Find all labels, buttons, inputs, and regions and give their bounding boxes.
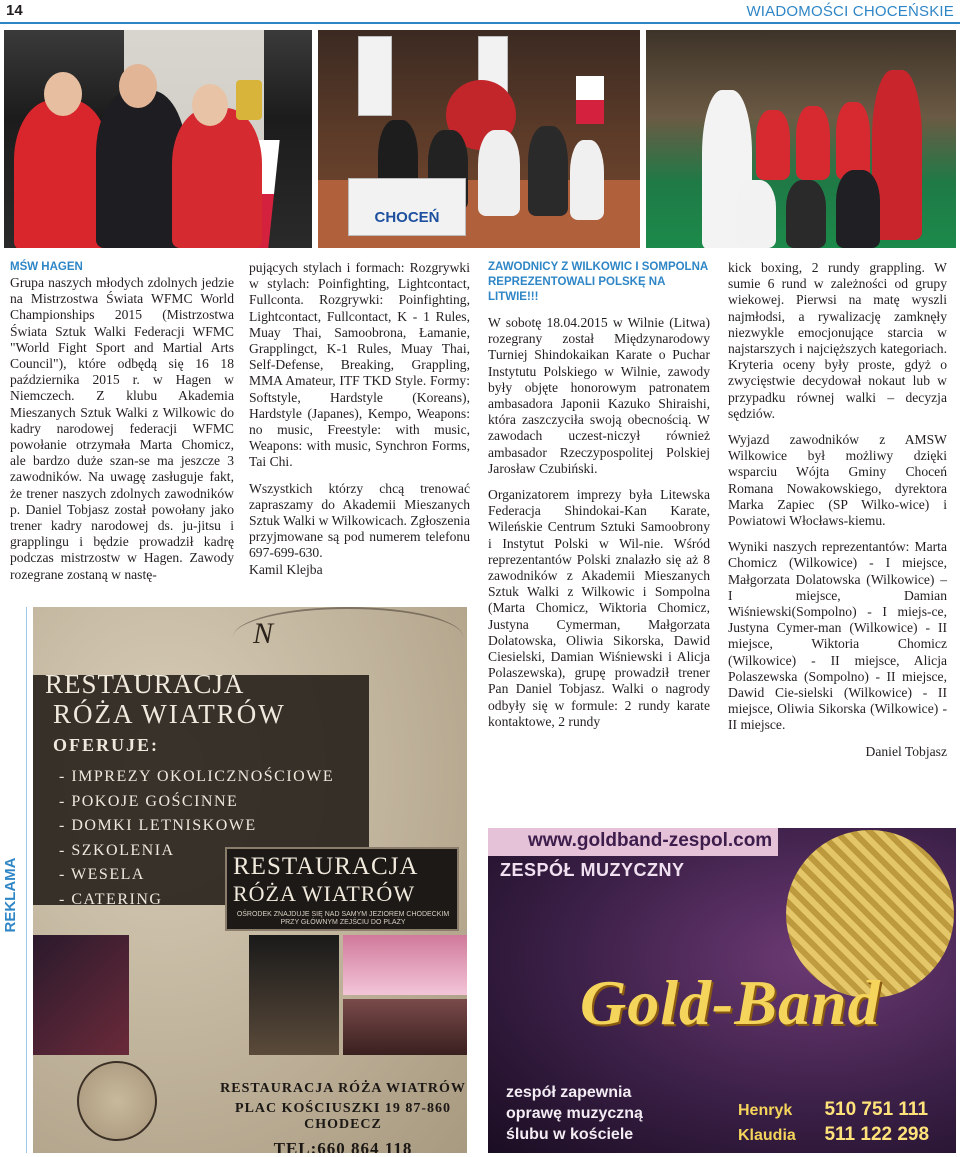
band-slogan	[506, 1082, 643, 1145]
website-url: www.goldband-zespol.com	[528, 830, 773, 851]
ad-gold-band	[488, 828, 956, 1153]
band-contacts	[738, 1098, 929, 1148]
slogan-line: zespół zapewnia	[506, 1084, 632, 1101]
person-figure	[570, 140, 604, 220]
article-paragraph: Organizatorem imprezy była Litewska Federacja Shindokai-Kan Karate, Wileńskie Centrum Sztuki Samoobrony i Instytut Polski w Wil-nie. Wśród reprezentantów Polski znalazło się aż 8 zawodników z Akademii Mieszanych Sztuk Walki z Wilkowic i Sompolna (Marta Chomicz, Wiktoria Chomicz, Justyna Cymerman, Małgorzata Dolatowska, Oliwia Sikorska, Dawid Ciesielski, Damian Wiśniewski i Alicja Polaszewska), grupę prowadził trener Pan Daniel Tobjasz. Walki o nagrody odbyły się w formule: 2 rundy karate kontaktowe, 2 rundy	[488, 487, 710, 729]
contact-address: PLAC KOŚCIUSZKI 19 87-860 CHODECZ	[235, 1101, 451, 1132]
restaurant-title-line2: RÓŻA WIATRÓW	[53, 699, 286, 729]
chocen-banner: CHOCEŃ	[348, 178, 466, 236]
article-paragraph: W sobotę 18.04.2015 w Wilnie (Litwa) rozegrany został Międzynarodowy Turniej Shindokaikan Karate o Puchar Instytutu Polskiego w Wilnie, zawody były objęte honorowym patronatem ambasadora Japonii Kazuko Shiraishi, która zaszczyciła swoją obecnością. W zawodach uczest-niczył również ambasador Rzeczypospolitej Polskiej Jarosław Czubiński.	[488, 315, 710, 476]
article-paragraph: kick boxing, 2 rundy grappling. W sumie 6 rund w zależności od grupy wiekowej. Pierwsi na matę wyszli najmłodsi, a rywalizację zamknęły niezwykle emocjonujące starcia w najstarszych i najcięższych kategoriach. Kryteria oceny były proste, gdyż o zwycięstwie decydował nokaut lub w przypadku równej walki – decyzja sędziów.	[728, 260, 947, 421]
person-figure	[478, 130, 520, 216]
article-hagen	[10, 260, 234, 593]
polish-flag	[576, 76, 604, 124]
interior-photo	[33, 935, 129, 1055]
athlete-figure	[736, 180, 776, 248]
restaurant-logo-box	[225, 847, 459, 931]
athlete-figure	[796, 106, 830, 180]
article-author: Daniel Tobjasz	[865, 743, 947, 759]
article-paragraph: Wyniki naszych reprezentantów: Marta Chomicz (Wilkowice) - I miejsce, Małgorzata Dolatowska (Wilkowice) – I miejsce, Damian Wiśniewski(Sompolno) - I miejs-ce, Justyna Cymer-man (Wilkowice) - II miejsce, Wiktoria Chomicz (Wilkowice) - II miejsce, Alicja Polaszewska (Sompolno) - II miejsce, Dawid Cie-sielski (Wilkowice) - II miejsce, Oliwia Sikorska (Wilkowice) - II miejsce.	[728, 539, 947, 733]
contact-row	[738, 1098, 929, 1123]
face	[44, 72, 82, 116]
athlete-figure	[836, 102, 870, 180]
article-paragraph: Grupa naszych młodych zdolnych jedzie na Mistrzostwa Świata WFMC World Championships 2015 (Mistrzostwa Świata Sztuk Walki Federacji WFMC "World Fight Sport and Martial Arts Council"), które odbędą się 16 18 października 2015 r. w Hagen w Niemczech. Z klubu Akademia Mieszanych Sztuk Walki z Wilkowic do kadry narodowej federacji WFMC powołanie otrzymała Marta Chomicz, ale bardzo duże szan-se ma jeszcze 3 zawodników. Na uwagę zasługuje fakt, że trener naszych zdolnych zawodników p. Daniel Tobjasz został powołany jako trener kadry narodowej ds. ju-jitsu i grapplingu i będzie prowadził kadrę podczas mistrzostw w Hagen. Zawody rozegrane zostaną w nastę-	[10, 275, 234, 582]
contact-name: RESTAURACJA RÓŻA WIATRÓW	[220, 1081, 466, 1096]
wedding-photo	[343, 999, 467, 1055]
slogan-line: oprawę muzyczną	[506, 1105, 643, 1122]
athlete-figure	[786, 180, 826, 248]
person-figure	[528, 126, 568, 216]
article-paragraph: Wyjazd zawodników z AMSW Wilkowice był możliwy dzięki wsparciu Wójta Gminy Choceń Romana Nowakowskiego, dyrektora Marka Zapiec (SP Wilko-wice) i Powiatowi Włocławs-kiemu.	[728, 432, 947, 529]
article-author: Kamil Klejba	[249, 561, 323, 577]
offer-item: - SZKOLENIA	[59, 841, 175, 859]
photo-tournament-hall	[646, 30, 956, 248]
website-strip	[488, 828, 778, 856]
offer-item: - DOMKI LETNISKOWE	[59, 817, 257, 834]
page-header	[0, 0, 960, 24]
contact-name: Henryk	[738, 1102, 793, 1119]
decor-sign	[53, 957, 123, 987]
page-number: 14	[6, 2, 23, 19]
hall-photo	[343, 935, 467, 995]
article-kicker: MŚW HAGEN	[10, 261, 83, 273]
header-rule	[0, 22, 960, 24]
band-subtitle: ZESPÓŁ MUZYCZNY	[500, 860, 685, 880]
compass-arc	[233, 607, 463, 667]
offer-item: - POKOJE GOŚCINNE	[59, 792, 239, 810]
contact-name: Klaudia	[738, 1127, 796, 1144]
trophy-icon	[236, 80, 262, 120]
article-kicker: ZAWODNICY Z WILKOWIC I SOMPOLNA REPREZENTOWALI POLSKĘ NA LITWIE!!!	[488, 261, 708, 303]
logo-line2: RÓŻA WIATRÓW	[233, 881, 416, 906]
restaurant-title-line1: RESTAURACJA	[45, 669, 245, 699]
article-paragraph: Wszystkich którzy chcą trenować zapraszamy do Akademii Mieszanych Sztuk Walki w Wilkowicach. Zgłoszenia przyjmowane są pod numerem telefonu 697-699-630.	[249, 480, 470, 561]
restaurant-contact	[219, 1081, 467, 1153]
compass-rose-icon	[77, 1061, 157, 1141]
face	[119, 64, 157, 108]
vertical-banner	[358, 36, 392, 116]
magazine-title: WIADOMOŚCI CHOCEŃSKIE	[746, 3, 954, 20]
contact-phone: 510 751 111	[824, 1099, 929, 1120]
photo-hagen-team	[4, 30, 312, 248]
logo-note: OŚRODEK ZNAJDUJE SIĘ NAD SAMYM JEZIOREM CHODECKIM PRZY GŁÓWNYM ZEJŚCIU DO PLAŻY	[236, 911, 450, 926]
article-paragraph: pujących stylach i formach: Rozgrywki w stylach: Poinfighting, Lightcontact, Fullconta. Rozgrywki: Poinfighting, Lightcontact, Fullcontact, K - 1 Rules, Muay Thai, Samoobrona, Łamanie, Grapplingct, K-1 Rules, Muay Thai, Self-Defense, Breaking, Grappling, MMA Amateur, ITF TKD Style. Formy: Softstyle, Hardstyle (Koreans), Hardstyle (Japanes), Kempo, Weapons: no music, Freestyle: with music, Weapons: with music, Synchron Forms, Tai Chi.	[249, 260, 470, 470]
face	[192, 84, 228, 126]
dining-photo	[249, 935, 339, 1055]
slogan-line: ślubu w kościele	[506, 1126, 634, 1143]
photo-vilnius-group	[318, 30, 640, 248]
article-vilnius	[488, 260, 710, 740]
logo-line1: RESTAURACJA	[233, 853, 419, 880]
ad-section-label: REKLAMA	[2, 857, 19, 933]
offer-item: - IMPREZY OKOLICZNOŚCIOWE	[59, 768, 335, 785]
offers-heading: OFERUJE:	[53, 735, 159, 755]
athlete-figure	[756, 110, 790, 180]
ad-section-rule	[26, 607, 27, 1153]
athlete-figure	[836, 170, 880, 248]
ad-restaurant-roza-wiatrow	[33, 607, 467, 1153]
band-name: Gold-Band	[580, 967, 881, 1038]
offer-item: - WESELA	[59, 866, 145, 883]
contact-row	[738, 1123, 929, 1148]
contact-phone: TEL:660 864 118	[273, 1139, 413, 1153]
article-hagen-continued	[249, 260, 470, 588]
offer-item: - CATERING	[59, 890, 163, 908]
contact-phone: 511 122 298	[824, 1124, 930, 1145]
athlete-figure	[172, 108, 262, 248]
article-vilnius-continued	[728, 260, 947, 770]
compass-north-letter: N	[253, 617, 274, 650]
